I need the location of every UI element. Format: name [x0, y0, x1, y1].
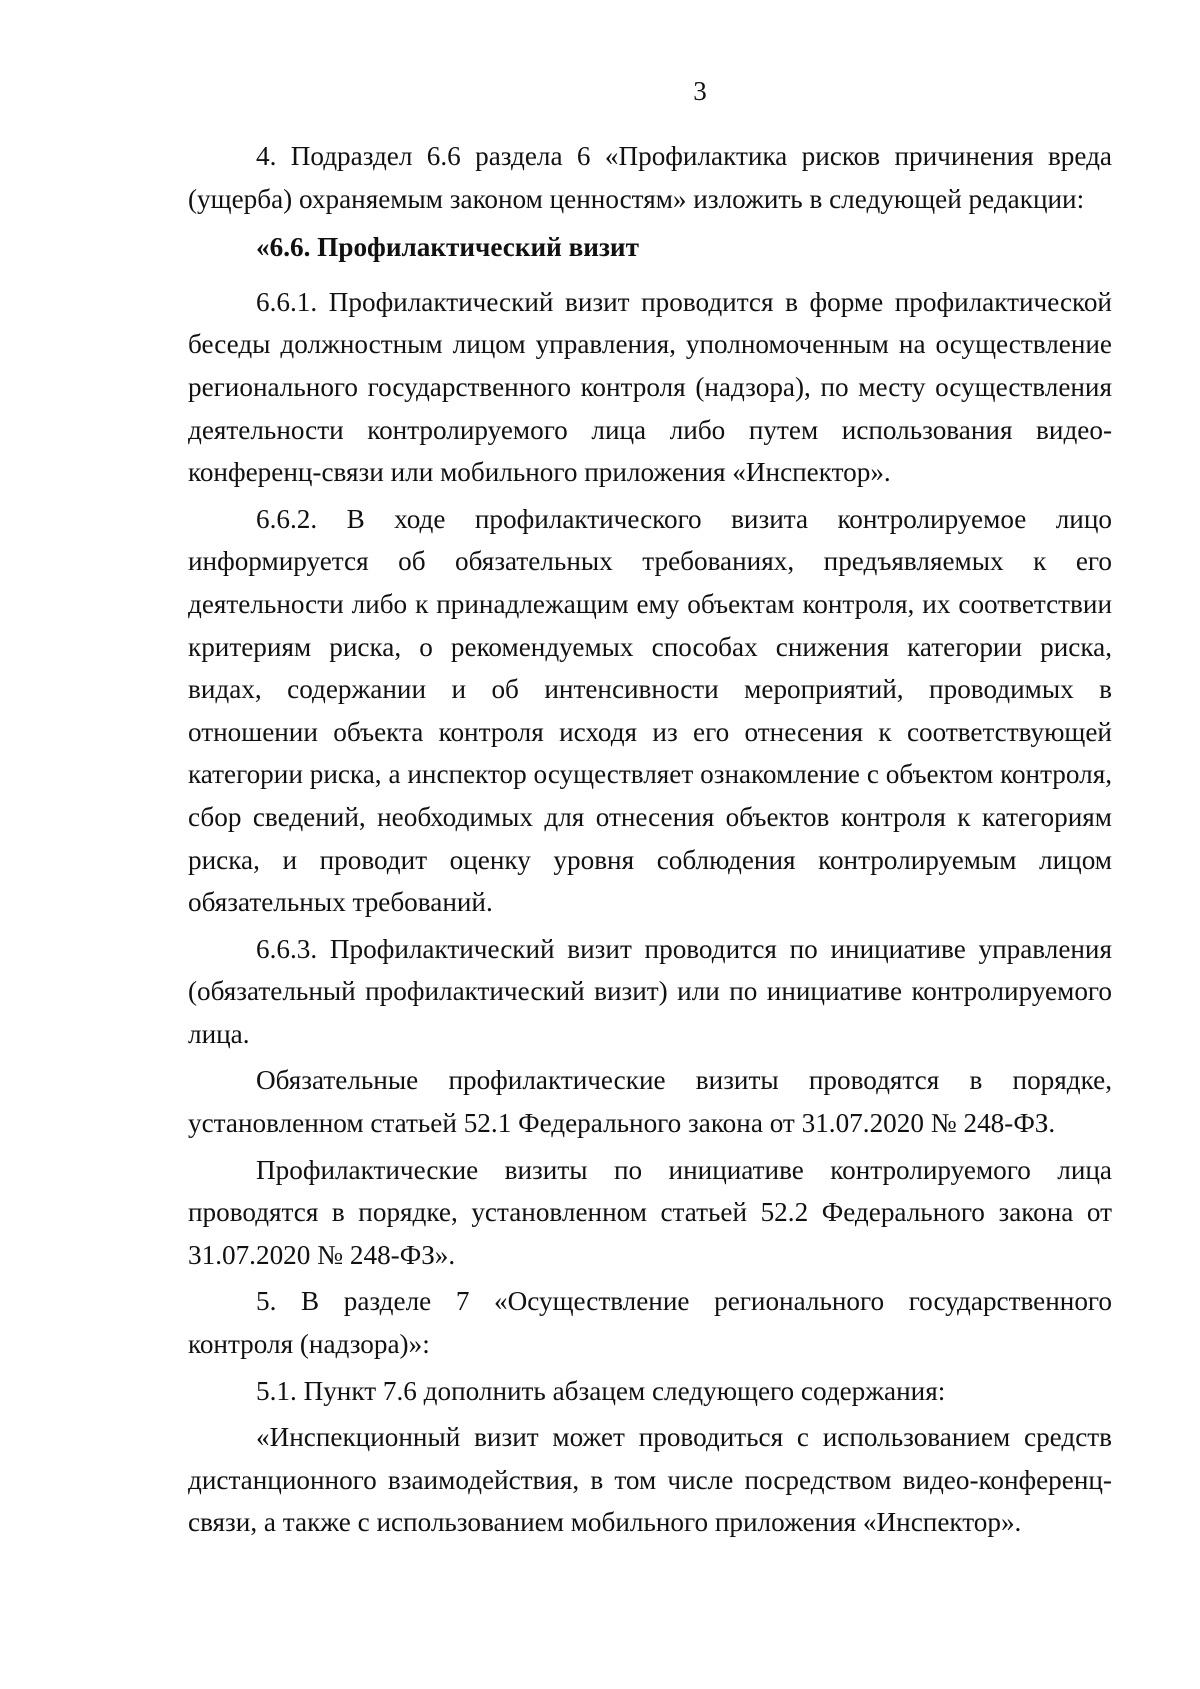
paragraph-item-5-1: 5.1. Пункт 7.6 дополнить абзацем следующего содержания: [256, 1375, 946, 1406]
paragraph-item-5: 5. В разделе 7 «Осуществление регионального государственного контроля (надзора)»: [188, 1286, 1112, 1360]
paragraph-6-6-3: 6.6.3. Профилактический визит проводится по инициативе управления (обязательный профилактический визит) или по инициативе контролируемого лица. [188, 933, 1112, 1049]
page-number: 3 [693, 76, 707, 106]
paragraph-inspection-visit: «Инспекционный визит может проводиться с использованием средств дистанционного взаимодействия, в том числе посредством видео-конференц-связи, а также с использованием мобильного приложения «Инспектор». [188, 1422, 1112, 1538]
paragraph-initiative-visits: Профилактические визиты по инициативе контролируемого лица проводятся в порядке, установленном статьей 52.2 Федерального закона от 31.07.2020 № 248-ФЗ». [188, 1154, 1112, 1270]
paragraph-6-6-2: 6.6.2. В ходе профилактического визита контролируемое лицо информируется об обязательных требованиях, предъявляемых к его деятельности либо к принадлежащим ему объектам контроля, их соответствии критериям риска, о рекомендуемых способах снижения категории риска, видах, содержании и об интенсивности мероприятий, проводимых в отношении объекта контроля исходя из его отнесения к соответствующей категории риска, а инспектор осуществляет ознакомление с объектом контроля, сбор сведений, необходимых для отнесения объектов контроля к категориям риска, и проводит оценку уровня соблюдения контролируемым лицом обязательных требований. [188, 503, 1112, 918]
section-heading-6-6: «6.6. Профилактический визит [256, 232, 639, 263]
paragraph-item-4: 4. Подраздел 6.6 раздела 6 «Профилактика рисков причинения вреда (ущерба) охраняемым законом ценностям» изложить в следующей редакции: [188, 141, 1112, 214]
paragraph-6-6-1: 6.6.1. Профилактический визит проводится в форме профилактической беседы должностным лицом управления, уполномоченным на осуществление регионального государственного контроля (надзора), по месту осуществления деятельности контролируемого лица либо путем использования видео-конференц-связи или мобильного приложения «Инспектор». [188, 286, 1112, 488]
paragraph-mandatory-visits: Обязательные профилактические визиты проводятся в порядке, установленном статьей 52.1 Федерального закона от 31.07.2020 № 248-ФЗ. [188, 1065, 1112, 1139]
